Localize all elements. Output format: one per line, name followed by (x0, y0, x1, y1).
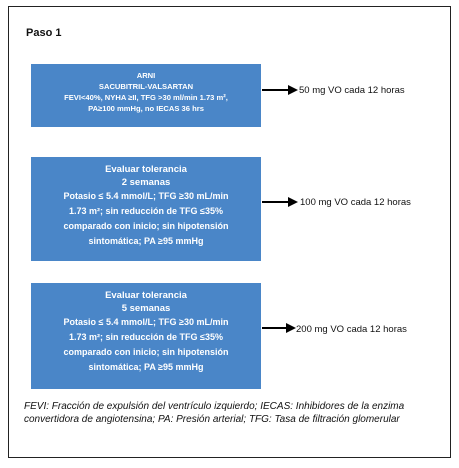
box-line: Potasio ≤ 5.4 mmol/L; TFG ≥30 mL/min (63, 317, 229, 327)
box-line: 5 semanas (121, 303, 171, 314)
footnote: FEVI: Fracción de expulsión del ventrículo izquierdo; IECAS: Inhibidores de la enzima convertidora de angiotensina; PA: Presión arterial; TFG: Tasa de filtración glomerular (24, 401, 405, 425)
box-line: Evaluar tolerancia (105, 290, 187, 301)
box-line: FEVI<40%, NYHA ≥II, TFG >30 ml/min 1.73 m², (64, 93, 228, 102)
box-line: ARNI (136, 71, 156, 80)
box-line: Evaluar tolerancia (105, 164, 187, 175)
step-title: Paso 1 (26, 27, 62, 39)
arrow-icon (262, 196, 298, 208)
box-line: 1.73 m²; sin reducción de TFG ≤35% (69, 332, 223, 342)
box-line: sintomática; PA ≥95 mmHg (88, 236, 204, 246)
dose-label-step-1: 50 mg VO cada 12 horas (299, 85, 405, 96)
box-line: 2 semanas (121, 177, 171, 188)
box-line: sintomática; PA ≥95 mmHg (88, 362, 204, 372)
box-line: SACUBITRIL-VALSARTAN (98, 82, 194, 91)
dose-label-step-3: 200 mg VO cada 12 horas (296, 324, 407, 335)
tolerance-5-weeks-box (31, 283, 261, 389)
box-line: PA≥100 mmHg, no IECAS 36 hrs (88, 104, 204, 113)
arni-start-box (31, 64, 261, 127)
box-line: 1.73 m²; sin reducción de TFG ≤35% (69, 206, 223, 216)
box-line: Potasio ≤ 5.4 mmol/L; TFG ≥30 mL/min (63, 191, 229, 201)
arrow-icon (262, 84, 298, 96)
box-line: comparado con inicio; sin hipotensión (63, 221, 229, 231)
arrow-icon (262, 322, 296, 334)
tolerance-2-weeks-box (31, 157, 261, 261)
box-line: comparado con inicio; sin hipotensión (63, 347, 229, 357)
dose-label-step-2: 100 mg VO cada 12 horas (300, 197, 411, 208)
